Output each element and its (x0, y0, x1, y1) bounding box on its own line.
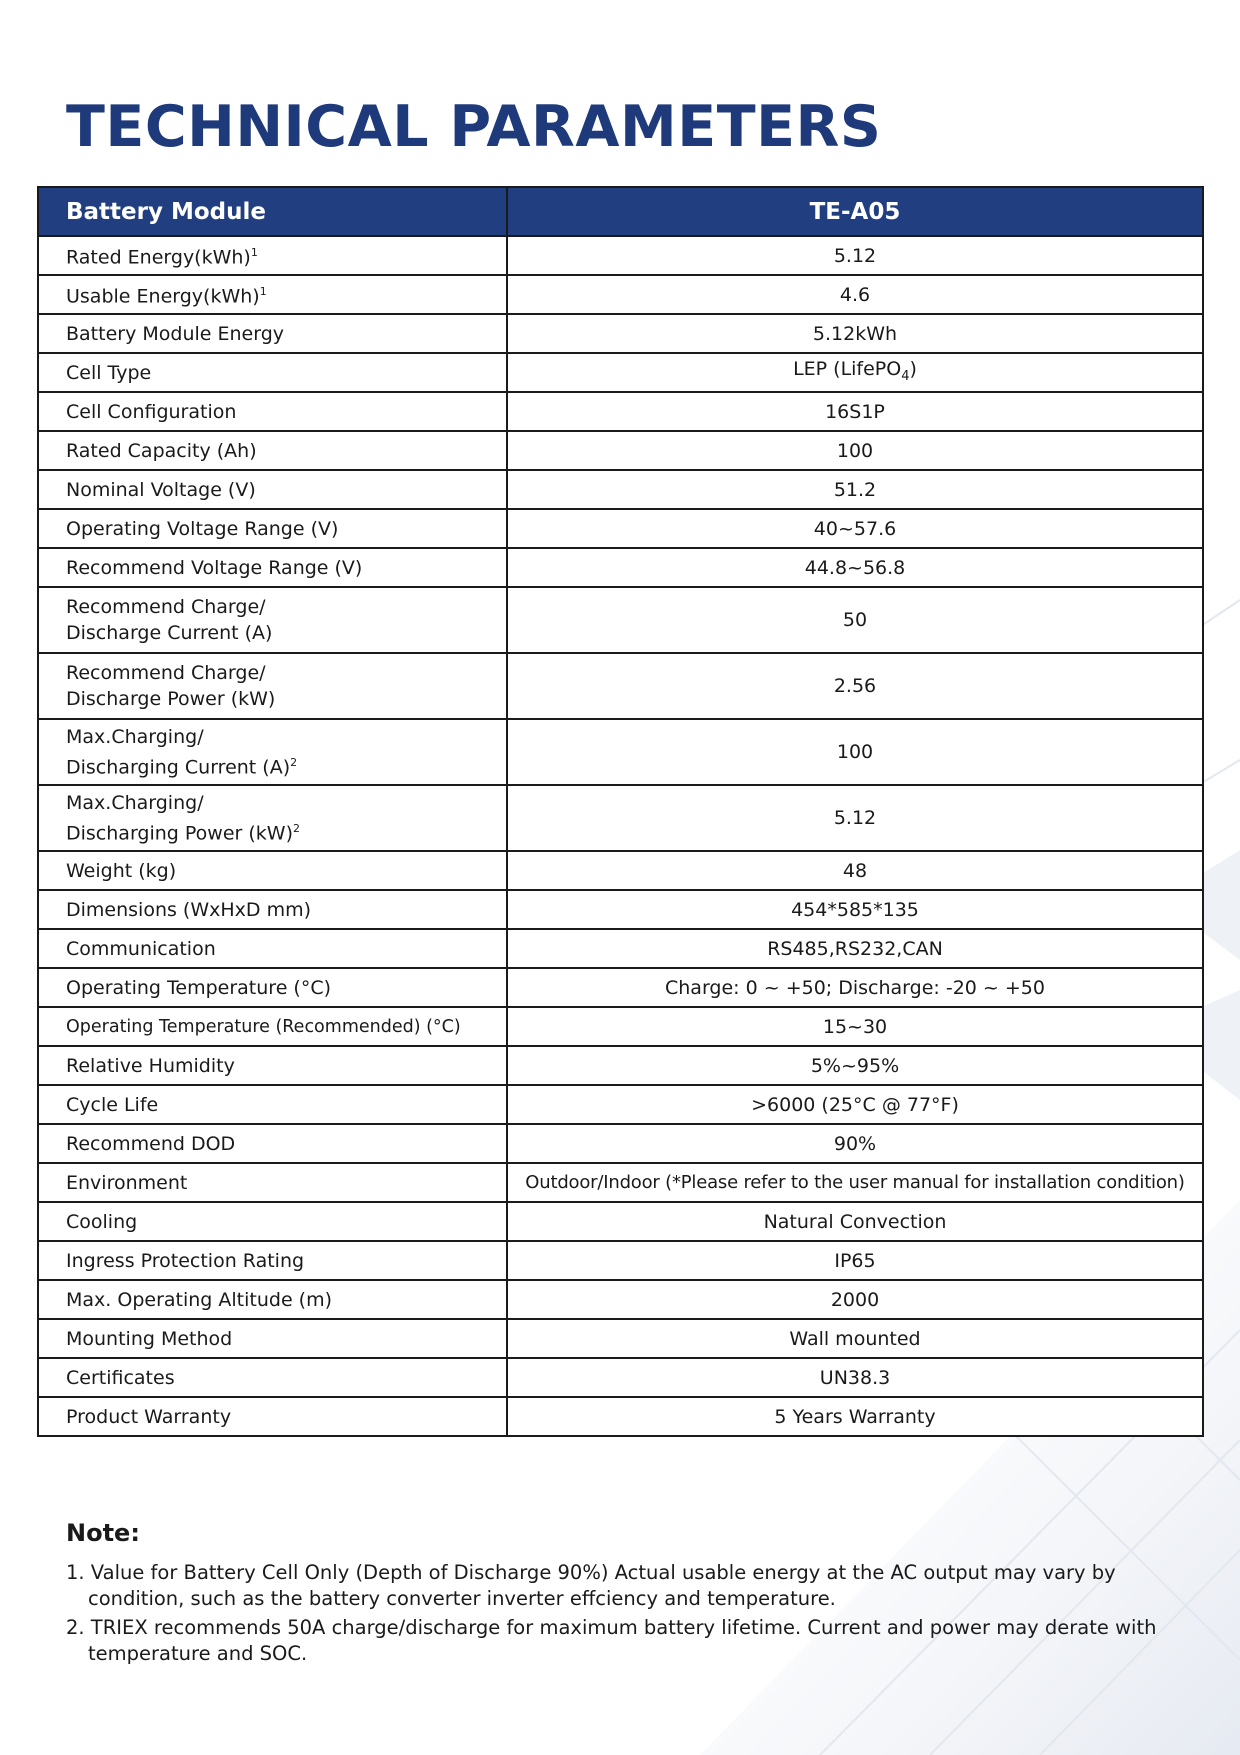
header-model: TE-A05 (507, 187, 1203, 236)
param-label: Cell Configuration (38, 392, 507, 431)
param-value: Wall mounted (507, 1319, 1203, 1358)
technical-parameters-table (37, 186, 1204, 1437)
table-row (38, 392, 1203, 431)
param-value: 40~57.6 (507, 509, 1203, 548)
table-row (38, 1319, 1203, 1358)
param-value: Charge: 0 ~ +50; Discharge: -20 ~ +50 (507, 968, 1203, 1007)
footnote-marker: 1 (259, 285, 267, 299)
param-label: Ingress Protection Rating (38, 1241, 507, 1280)
table-row (38, 509, 1203, 548)
table-row (38, 548, 1203, 587)
footnote-marker: 2 (290, 755, 298, 769)
param-label: Relative Humidity (38, 1046, 507, 1085)
param-label: Cell Type (38, 353, 507, 392)
table-row (38, 785, 1203, 851)
table-row (38, 275, 1203, 314)
param-value: LEP (LifePO$_4$) (507, 353, 1203, 392)
param-value: UN38.3 (507, 1358, 1203, 1397)
table-row (38, 1202, 1203, 1241)
param-label: Dimensions (WxHxD mm) (38, 890, 507, 929)
notes-list (66, 1560, 1186, 1670)
param-value: RS485,RS232,CAN (507, 929, 1203, 968)
table-row (38, 431, 1203, 470)
param-value: 100 (507, 719, 1203, 785)
param-value: 454*585*135 (507, 890, 1203, 929)
param-label: Certificates (38, 1358, 507, 1397)
param-value: Outdoor/Indoor (*Please refer to the user manual for installation condition) (507, 1163, 1203, 1202)
table-row (38, 968, 1203, 1007)
param-value: 2000 (507, 1280, 1203, 1319)
table-row (38, 1124, 1203, 1163)
table-row (38, 587, 1203, 653)
param-label: Cooling (38, 1202, 507, 1241)
param-value: IP65 (507, 1241, 1203, 1280)
table-row (38, 1280, 1203, 1319)
param-label: Operating Voltage Range (V) (38, 509, 507, 548)
param-value: 50 (507, 587, 1203, 653)
footnote-marker: 1 (250, 246, 258, 260)
table-row (38, 653, 1203, 719)
param-value: 4.6 (507, 275, 1203, 314)
param-value: 15~30 (507, 1007, 1203, 1046)
param-value: 100 (507, 431, 1203, 470)
table-row (38, 1397, 1203, 1436)
param-value: 5 Years Warranty (507, 1397, 1203, 1436)
table-row (38, 314, 1203, 353)
param-label: Max.Charging/ Discharging Power (kW)$^2$ (38, 785, 507, 851)
param-value: 16S1P (507, 392, 1203, 431)
footnote-marker: 2 (293, 821, 300, 835)
note-item: 2. TRIEX recommends 50A charge/discharge for maximum battery lifetime. Current and power may derate with temperature and SOC. (66, 1616, 1157, 1665)
param-value: 5.12 (507, 785, 1203, 851)
param-label: Recommend Voltage Range (V) (38, 548, 507, 587)
param-value: Natural Convection (507, 1202, 1203, 1241)
table-row (38, 1241, 1203, 1280)
param-label: Rated Energy(kWh)$^1$ (38, 236, 507, 275)
table-row (38, 890, 1203, 929)
param-label: Battery Module Energy (38, 314, 507, 353)
table-row (38, 719, 1203, 785)
param-value: 5%~95% (507, 1046, 1203, 1085)
param-value: 51.2 (507, 470, 1203, 509)
param-value: 90% (507, 1124, 1203, 1163)
note-item: 1. Value for Battery Cell Only (Depth of Discharge 90%) Actual usable energy at the AC output may vary by condition, such as the battery converter inverter effciency and temperature. (66, 1561, 1116, 1610)
table-row (38, 236, 1203, 275)
table-row (38, 1163, 1203, 1202)
param-label: Operating Temperature (Recommended) (°C) (38, 1007, 507, 1046)
table-row (38, 1007, 1203, 1046)
param-value: >6000 (25°C @ 77°F) (507, 1085, 1203, 1124)
param-label: Cycle Life (38, 1085, 507, 1124)
param-label: Nominal Voltage (V) (38, 470, 507, 509)
param-value: 5.12kWh (507, 314, 1203, 353)
table-row (38, 1358, 1203, 1397)
param-label: Rated Capacity (Ah) (38, 431, 507, 470)
table-row (38, 353, 1203, 392)
table-header-row (38, 187, 1203, 236)
param-label: Recommend Charge/ Discharge Power (kW) (38, 653, 507, 719)
param-label: Communication (38, 929, 507, 968)
param-value: 2.56 (507, 653, 1203, 719)
header-label: Battery Module (38, 187, 507, 236)
table-row (38, 851, 1203, 890)
param-value: 5.12 (507, 236, 1203, 275)
param-value: 48 (507, 851, 1203, 890)
param-label: Recommend DOD (38, 1124, 507, 1163)
page-title: TECHNICAL PARAMETERS (66, 94, 882, 160)
param-label: Usable Energy(kWh)$^1$ (38, 275, 507, 314)
param-label: Recommend Charge/ Discharge Current (A) (38, 587, 507, 653)
table-row (38, 929, 1203, 968)
param-label: Operating Temperature (°C) (38, 968, 507, 1007)
param-label: Product Warranty (38, 1397, 507, 1436)
param-label: Max.Charging/ Discharging Current $(A)^2$ (38, 719, 507, 785)
table-row (38, 470, 1203, 509)
param-value: 44.8~56.8 (507, 548, 1203, 587)
param-label: Environment (38, 1163, 507, 1202)
param-label: Max. Operating Altitude (m) (38, 1280, 507, 1319)
table-row (38, 1085, 1203, 1124)
table-row (38, 1046, 1203, 1085)
notes-title: Note: (66, 1519, 140, 1547)
param-label: Weight (kg) (38, 851, 507, 890)
param-label: Mounting Method (38, 1319, 507, 1358)
